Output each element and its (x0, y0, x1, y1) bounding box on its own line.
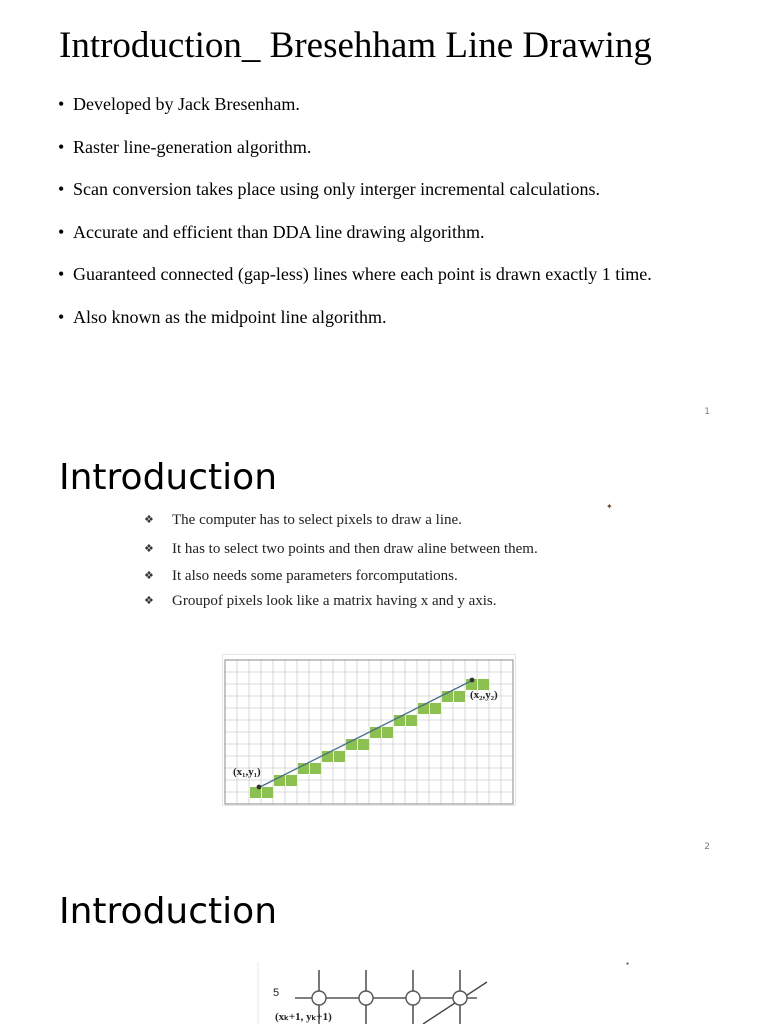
page-number: 1 (704, 407, 710, 417)
diamond-bullet-icon: ❖ (144, 543, 154, 555)
diamond-bullet-icon: ❖ (144, 514, 154, 526)
bullet-icon: • (58, 94, 65, 114)
pixel-node (406, 991, 420, 1005)
bullet-text: It also needs some parameters forcomputations. (172, 568, 458, 584)
bullet-item (144, 566, 538, 591)
pixel-node (359, 991, 373, 1005)
pixel-node (453, 991, 467, 1005)
bullet-icon: • (58, 306, 65, 327)
pixel-cell (310, 763, 321, 774)
slide-3 (0, 868, 768, 1024)
pixel-cell (262, 787, 273, 798)
pixel-cell (334, 751, 345, 762)
pixel-cell (358, 739, 369, 750)
bullet-item (58, 219, 652, 262)
bullet-text: Scan conversion takes place using only interger incremental calculations. (73, 179, 600, 200)
bullet-item (58, 134, 652, 177)
pixel-cell (286, 775, 297, 786)
bullet-item (58, 91, 652, 134)
speck-mark: ● (626, 962, 630, 967)
bullet-item (144, 510, 538, 539)
bullet-item (144, 591, 538, 611)
bullet-text: Raster line-generation algorithm. (73, 136, 312, 157)
diamond-bullet-icon: ❖ (144, 570, 154, 582)
start-point (257, 785, 262, 790)
diamond-bullet-icon: ❖ (144, 595, 154, 607)
row-label: 5 (273, 987, 280, 999)
slide-title: Introduction_ Bresehham Line Drawing (59, 25, 652, 66)
bullet-icon: • (58, 264, 65, 285)
pixel-cell (454, 691, 465, 702)
bullet-text: Groupof pixels look like a matrix having x and y axis. (172, 593, 497, 609)
bullet-text: Developed by Jack Bresenham. (73, 94, 300, 114)
page-number: 2 (704, 842, 710, 852)
bullet-item (144, 539, 538, 566)
bullet-text: It has to select two points and then draw aline between them. (172, 541, 538, 557)
speck-mark: ✦ (606, 502, 613, 511)
bullet-item (58, 304, 652, 347)
slide-title: Introduction (59, 891, 278, 932)
bullet-icon: • (58, 179, 65, 200)
bullet-text: Guaranteed connected (gap-less) lines where each point is drawn exactly 1 time. (73, 264, 652, 285)
bullet-list (144, 510, 538, 611)
slide-1 (0, 0, 768, 434)
bullet-text: Also known as the midpoint line algorithm. (73, 306, 387, 327)
bullet-icon: • (58, 221, 65, 242)
pixel-node (312, 991, 326, 1005)
start-point-label: (x₁,y₁) (233, 766, 261, 778)
bullet-item (58, 261, 652, 304)
pixel-cell (382, 727, 393, 738)
slide-title: Introduction (59, 457, 278, 498)
end-point-label: (x₂,y₂) (470, 689, 498, 701)
midpoint-node-figure (255, 962, 515, 1024)
bullet-list (58, 91, 652, 347)
bullet-text: The computer has to select pixels to draw a line. (172, 512, 462, 528)
bullet-item (58, 176, 652, 219)
end-point (470, 678, 475, 683)
pixel-cell (406, 715, 417, 726)
pixel-grid-figure (222, 654, 516, 806)
bullet-icon: • (58, 136, 65, 157)
node-label: (xₖ+1, yₖ+1) (275, 1011, 332, 1023)
bullet-text: Accurate and efficient than DDA line drawing algorithm. (73, 221, 485, 242)
slide-2 (0, 434, 768, 868)
pixel-cell (430, 703, 441, 714)
